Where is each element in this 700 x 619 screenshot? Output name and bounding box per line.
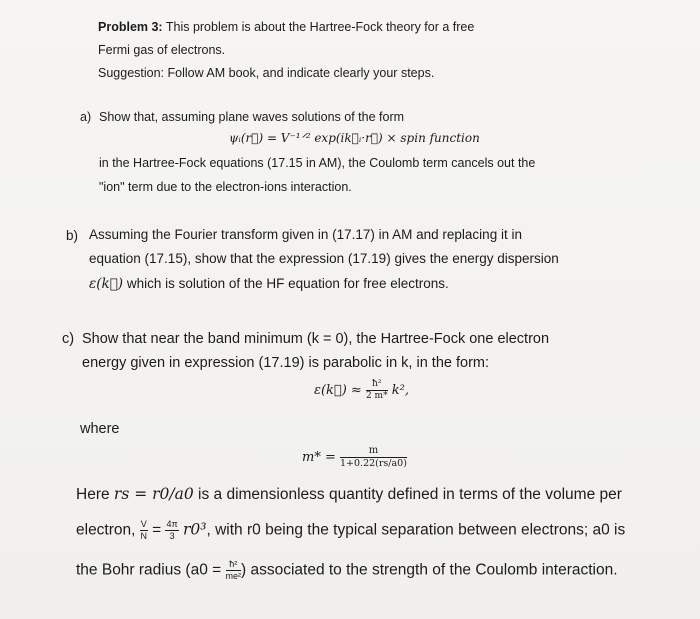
part-a-line1: Show that, assuming plane waves solutions of the form xyxy=(99,110,405,124)
part-a-line2: in the Hartree-Fock equations (17.15 in AM), the Coulomb term cancels out the xyxy=(99,156,536,170)
part-a-label: a) xyxy=(80,110,92,124)
part-c-line1: Show that near the band minimum (k = 0), the Hartree-Fock one electron xyxy=(82,331,550,347)
part-a-line3: "ion" term due to the electron-ions interaction. xyxy=(99,180,352,194)
part-b-label: b) xyxy=(66,228,79,243)
mass-fraction: $\frac{m}{1+0.22(rs/a0)}$ xyxy=(340,445,407,469)
part-b-line2: equation (17.15), show that the expression (17.19) gives the energy dispersion xyxy=(89,251,559,266)
dispersion-equation: ε(k⃗) ≈ $\frac{\text{ħ²}}{2 m*}$ k², xyxy=(314,379,409,401)
problem-subtitle: Fermi gas of electrons. xyxy=(98,43,226,57)
four-pi-over-three-fraction: $\frac{4\pi}{3}$ xyxy=(166,519,178,541)
part-a-equation: ψᵢ(r⃗) = V⁻¹ᐟ² exp(ik⃗ᵢ·r⃗) × spin function xyxy=(229,131,480,145)
hbar-fraction: $\frac{\text{ħ²}}{2 m*}$ xyxy=(365,379,388,401)
where-label: where xyxy=(80,421,120,437)
effective-mass-equation: m* = $\frac{m}{1+0.22(rs/a0)}$ xyxy=(302,445,407,469)
bohr-fraction: $\frac{\text{ħ²}}{\text{me²}}$ xyxy=(225,559,241,581)
part-c-line2: energy given in expression (17.19) is parabolic in k, in the form: xyxy=(82,355,490,371)
v-over-n-fraction: $\frac{V}{N}$ xyxy=(140,519,148,541)
bohr-radius-line: the Bohr radius (a0 = $\frac{\text{ħ²}}{\text{me²}}$ ) associated to the strength of the Coulomb interaction. xyxy=(76,559,618,581)
rs-definition-line: Here rs = r0/a0 is a dimensionless quantity defined in terms of the volume per xyxy=(76,485,622,503)
problem-title: Problem 3: This problem is about the Hartree-Fock theory for a free xyxy=(98,20,475,34)
volume-per-electron-line: electron, $\frac{V}{N}$ = $\frac{4\pi}{3}$ r0³, with r0 being the typical separation between electrons; a0 is xyxy=(76,519,626,541)
part-b-line1: Assuming the Fourier transform given in (17.17) in AM and replacing it in xyxy=(89,227,522,242)
part-c-label: c) xyxy=(62,331,75,347)
part-b-line3: ε(k⃗) which is solution of the HF equation for free electrons. xyxy=(89,276,449,292)
suggestion-line: Suggestion: Follow AM book, and indicate clearly your steps. xyxy=(98,66,435,80)
